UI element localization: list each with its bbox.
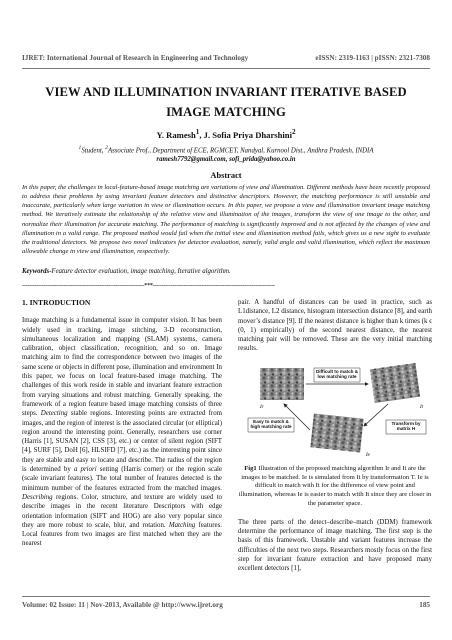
image-it: [370, 363, 420, 403]
page-number: 185: [419, 601, 430, 609]
image-ir: [260, 368, 304, 400]
figure-label: Fig1: [244, 464, 257, 472]
authors: [22, 128, 430, 140]
figure-caption: [238, 465, 432, 509]
page-footer: [22, 601, 430, 609]
figure-text-transform: Transform by matrix H: [391, 420, 421, 431]
term-matching: Matching: [168, 521, 196, 529]
matching-paragraph: pair. A handful of distances can be used in practice, such as L1distance, L2 distance, histogram intersection distance [8], and earth mover’s distance [9]. If the nearest distance is higher than k times (k ϵ (0, 1) empirically) of the second nearest distance, the nearest matching pair will be removed. These are the very initial matching results.: [238, 299, 432, 353]
intro-text-e: features. Local features from two images are first matched when they are the nearest: [22, 521, 222, 548]
author-1-sup: 1: [195, 128, 200, 136]
intro-text-a: Image matching is a fundamental issue in computer vision. It has been widely used in tracking, image stitching, 3-D reconstruction, simultaneous localization and mapping (SLAM) systems, camera calibration, object classification, recognition, and so on. Image matching aim to find the correspondence between two images of the same scene or objects in different pose, illumination and environment In this paper, we focus on local feature-based image matching. The challenges of this work reside in stable and invariant feature extraction from varying situations and robust matching. Generally speaking, the framework of a region feature based image matching consists of three steps.: [22, 317, 222, 418]
figure-1-illustration: [238, 360, 432, 460]
header-rule: [22, 68, 430, 69]
author-2-sup: 2: [291, 128, 296, 136]
figure-text-easy: Easy to match & high matching rate: [250, 418, 292, 429]
affil-sup-1: 1: [78, 145, 82, 151]
intro-heading: 1. INTRODUCTION: [22, 298, 91, 307]
affil-department: Associate Prof., Department of ECE, RGMCET, Nandyal, Kurnool Dist., Andhra Pradesh, INDIA: [107, 147, 374, 155]
footer-rule: [22, 596, 430, 597]
image-ie: [310, 413, 363, 452]
author-separator: ,: [199, 129, 204, 140]
affil-student: Student,: [81, 147, 106, 155]
arrow-it-ie: [364, 404, 388, 426]
abstract-heading: Abstract: [210, 171, 242, 180]
term-describing: Describing: [22, 493, 53, 501]
author-1: Y. Ramesh: [156, 129, 196, 140]
intro-text-c: setting (Harris corner) or the region scale (scale invariant features). The total number of features detected is the minimum number of the features extracted from the matched images.: [22, 466, 222, 492]
term-detecting: Detecting: [40, 410, 68, 418]
intro-text-b: stable regions. Interesting points are extracted from images, and the region of interest is the associated circular (or elliptical) region around the interesting point. Generally, researchers use corner (Harris [1], SUSAN [2], CSS [3], etc.) or center of silent region (SIFT [4], SURF [5], DoH [6], HLSIFD [7], etc.) as the interesting point since they are stable and easy to locate and describe. The radius of the region is determined by: [22, 410, 222, 474]
figure-1: [238, 360, 432, 460]
author-emails: ramesh7792@gmail.com, sofi_prida@yahoo.co.in: [156, 156, 296, 164]
figure-label-ir: Ir: [260, 404, 264, 410]
figure-caption-text: Illustration of the proposed matching algorithm Ir and It are the images to be matched. Ie is simulated from It by transformation T. Ie is difficult to match with It for the difference of view point and illumination, whereas Ie is easier to match with It since they are closer in the parameter space.: [238, 464, 432, 507]
footer-volume: Volume: 02 Issue: 11 | Nov-2013, Available @ http://www.ijret.org: [22, 601, 223, 609]
abstract-text: In this paper, the challenges in local-feature-based image matching are variations of view and illumination. Different methods have been recently proposed to address these problems by using invariant feature detectors and distinctive descriptors. However, the matching performance is still unstable and inaccurate, particularly when large variation in view or illumination occurs. In this paper, we propose a view and illumination invariant image matching method. We iteratively estimate the relationship of the relative view and illumination of the images, transform the view of one image to the other, and normalize their illumination for accurate matching. The performance of matching is significantly improved and is not affected by the changes of view and illumination in a valid range. The proposed method would fail when the initial view and illumination method fails, which gives us a new sight to evaluate the traditional detectors. We propose two novel indicators for detector evaluation, namely, valid angle and valid illumination, which reflect the maximum allowable change in view and illumination, respectively.: [22, 184, 430, 256]
term-a-priori: a priori: [73, 466, 97, 474]
figure-label-ie: Ie: [366, 452, 370, 458]
affiliation: [22, 144, 430, 164]
intro-paragraph: [22, 316, 222, 548]
issn: eISSN: 2319-1163 | pISSN: 2321-7308: [315, 54, 430, 62]
right-column: [238, 298, 432, 574]
intro-text-d: regions. Color, structure, and texture are widely used to describe images in the recent literature Descriptors with edge orientation information (SIFT and HOG) are also very popular since they are more robust to scale, blur, and rotation.: [22, 493, 222, 529]
ddm-paragraph: The three parts of the detect–describe–match (DDM) framework determine the performance of image matching. The first step is the basis of this framework. Unstable and variant features increase the difficulties of the next two steps. Researchers mostly focus on the first step for invariant feature extraction and have proposed many excellent detectors [1],: [238, 518, 432, 573]
figure-text-difficult: Difficult to match & low matching rate: [315, 368, 359, 379]
left-column: [22, 298, 222, 549]
paper-title: VIEW AND ILLUMINATION INVARIANT ITERATIVE BASED IMAGE MATCHING: [45, 85, 407, 119]
keywords-label: Keywords-: [22, 268, 52, 275]
running-header: [22, 54, 430, 68]
keywords-text: Feature detector evaluation, image matching, Iterative algorithm.: [51, 268, 231, 275]
author-2: J. Sofia Priya Dharshini: [203, 129, 292, 140]
figure-label-it: It: [420, 404, 424, 410]
affiliation-line: [22, 144, 430, 155]
section-separator: --------------------------------------------------------------------***--------------------------------------------------------------------: [22, 283, 275, 289]
keywords: [22, 268, 430, 275]
journal-name: IJRET: International Journal of Research in Engineering and Technology: [22, 54, 249, 62]
affil-sup-2: 2: [105, 145, 108, 151]
